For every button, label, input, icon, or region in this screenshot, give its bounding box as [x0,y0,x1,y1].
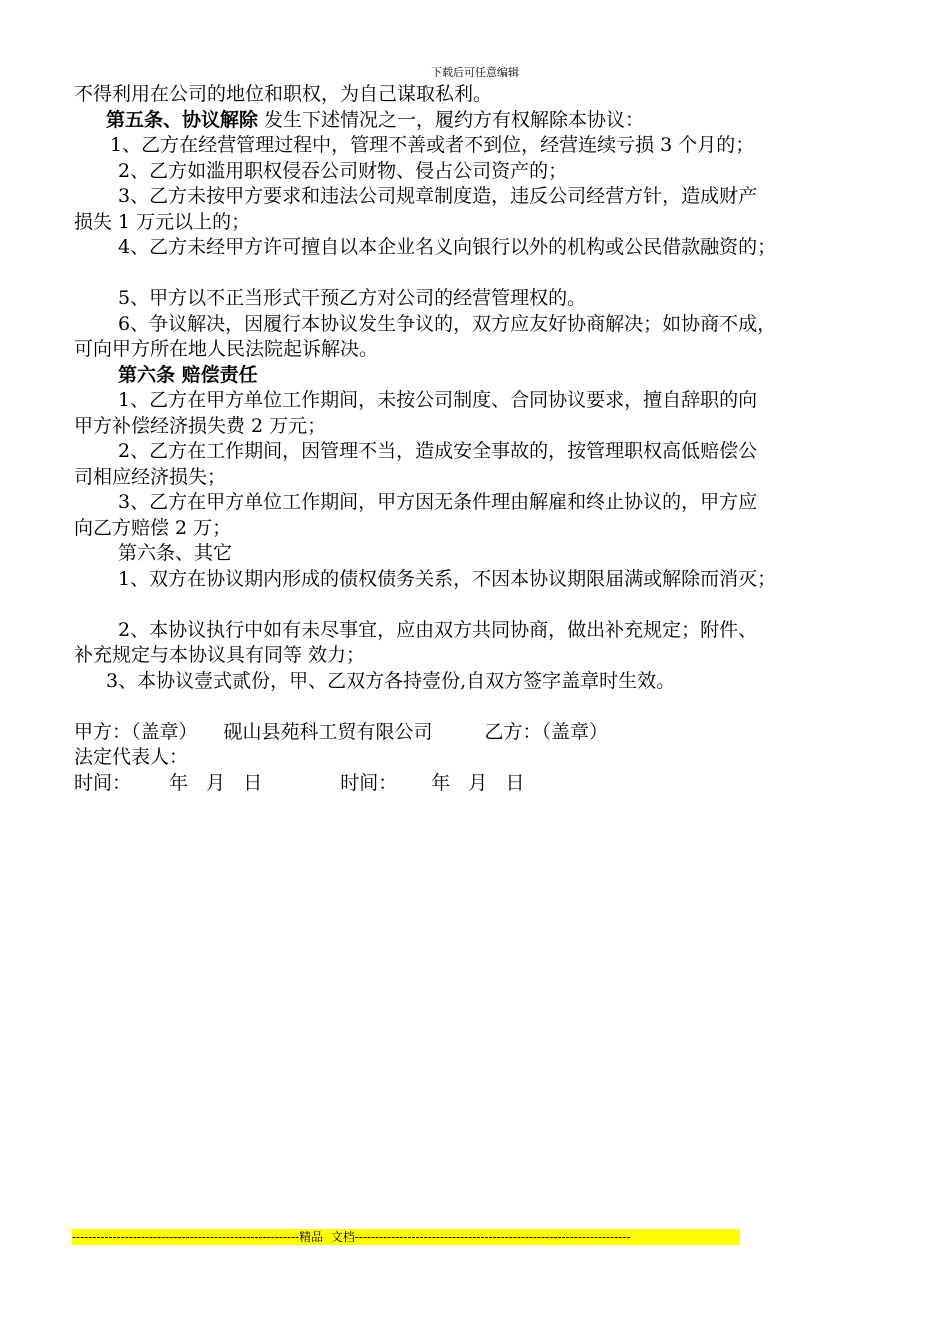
article-intro: 发生下述情况之一，履约方有权解除本协议： [258,108,645,131]
time-a-label: 时间： [74,771,132,794]
clause: 3、本协议壹式贰份，甲、乙双方各持壹份,自双方签字盖章时生效。 [106,669,676,692]
clause-continuation: 司相应经济损失； [74,465,227,488]
clause-continuation: 损失 1 万元以上的； [74,210,251,233]
clause: 4、乙方未经甲方许可擅自以本企业名义向银行以外的机构或公民借款融资的； [118,236,777,258]
clause-continuation: 向乙方赔偿 2 万； [74,516,232,539]
clause: 1、乙方在经营管理过程中，管理不善或者不到位，经营连续亏损 3 个月的； [110,134,755,156]
signature-row-parties [74,720,889,746]
paragraph: 不得利用在公司的地位和职权，为自己谋取私利。 [74,83,493,105]
footer-dashes-right: -------------------------------------------------------------------- [354,1230,631,1244]
clause: 1、双方在协议期内形成的债权债务关系，不因本协议期限届满或解除而消灭； [118,567,777,590]
time-b-label: 时间： [340,771,398,794]
article-title: 第五条、协议解除 [106,108,259,131]
header-note: 下载后可任意编辑 [431,66,519,79]
clause-continuation: 甲方补偿经济损失费 2 万元； [74,414,327,437]
date-a: 年 月 日 [169,771,263,794]
clause: 2、乙方如滥用职权侵吞公司财物、侵占公司资产的； [118,159,568,182]
footer-banner [72,1229,740,1245]
clause: 5、甲方以不正当形式干预乙方对公司的经营管理权的。 [118,287,587,309]
article-5-heading [74,108,889,134]
legal-representative-label: 法定代表人： [74,746,189,768]
clause: 2、本协议执行中如有未尽事宜，应由双方共同协商，做出补充规定；附件、 [118,618,758,641]
blank-line [74,261,889,287]
footer-label: 精品 文档 [299,1230,355,1244]
clause: 3、乙方在甲方单位工作期间，甲方因无条件理由解雇和终止协议的，甲方应 [118,491,758,513]
footer-dashes-left: -------------------------------------------------------- [72,1230,300,1244]
clause: 2、乙方在工作期间，因管理不当，造成安全事故的，按管理职权高低赔偿公 [118,440,758,462]
article-7-heading: 第六条、其它 [118,542,233,564]
clause: 1、乙方在甲方单位工作期间，未按公司制度、合同协议要求，擅自辞职的向 [118,389,758,411]
signature-row-dates [74,771,889,797]
clause-continuation: 可向甲方所在地人民法院起诉解决。 [74,338,379,360]
clause: 6、争议解决，因履行本协议发生争议的，双方应友好协商解决；如协商不成， [118,312,777,335]
clause-continuation: 补充规定与本协议具有同等 效力； [74,644,366,666]
article-6-heading: 第六条 赔偿责任 [118,363,258,386]
party-a-label: 甲方：（盖章） [74,720,198,743]
blank-line [74,592,889,618]
date-b: 年 月 日 [431,771,525,794]
blank-line [74,694,889,720]
document-body [74,82,889,796]
clause: 3、乙方未按甲方要求和违法公司规章制度造，违反公司经营方针，造成财产 [118,185,758,207]
company-name: 砚山县苑科工贸有限公司 [223,720,433,743]
party-b-label: 乙方：（盖章） [484,720,609,743]
